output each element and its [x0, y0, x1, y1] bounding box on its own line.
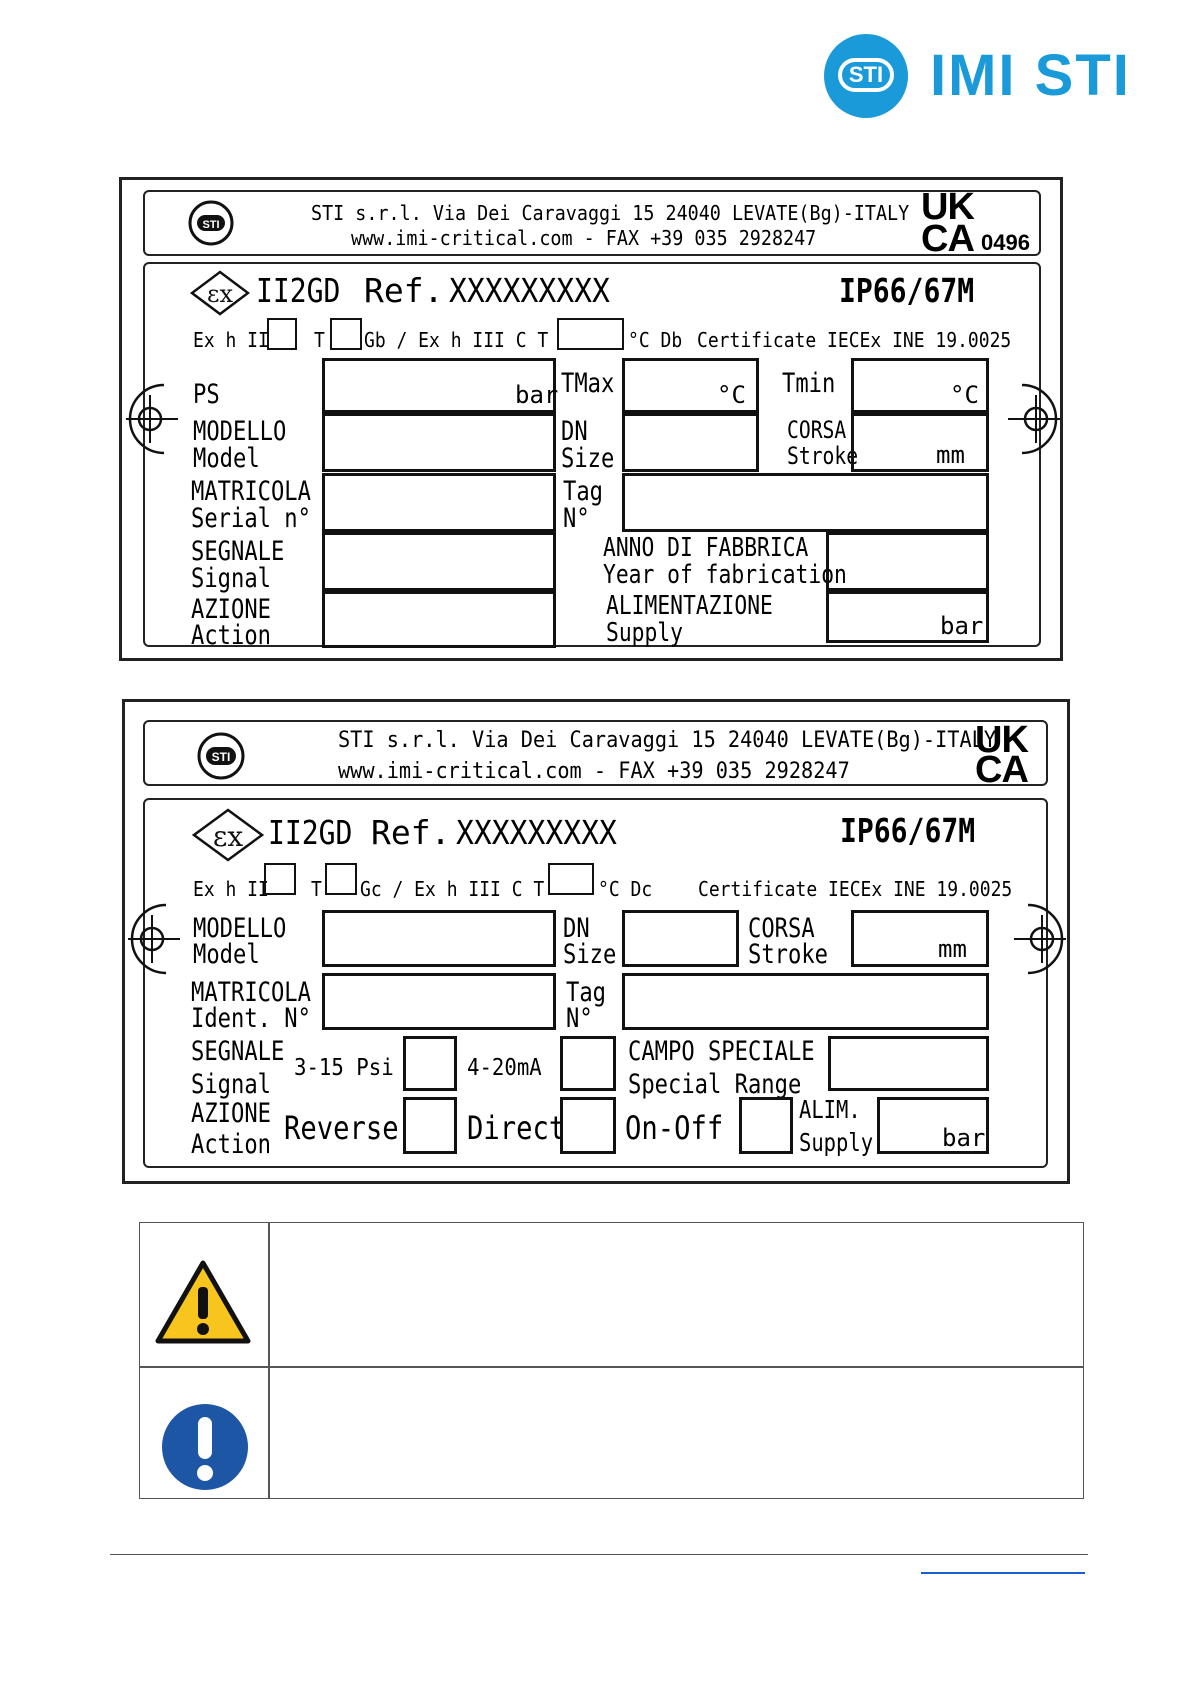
- plate1-tmax-label: TMax: [561, 368, 615, 399]
- plate2-marking: II2GD: [268, 813, 353, 852]
- plate2-ma-label: 4-20mA: [467, 1055, 542, 1081]
- sti-logo-badge: STI: [838, 58, 894, 92]
- plate2-corsa-label: CORSA: [748, 913, 815, 944]
- sti-seal-icon: [188, 200, 234, 246]
- plate2-cert-t: T: [311, 877, 322, 901]
- plate2-temp-class-box: [325, 863, 357, 895]
- plate2-cert-deg: °C Dc: [598, 877, 653, 901]
- plate2-ident-field: [322, 973, 556, 1030]
- company-name: IMI STI: [930, 43, 1131, 108]
- plate1-segnale-label: SEGNALE: [191, 536, 285, 567]
- plate1-model-field: [322, 413, 556, 472]
- svg-text:STI: STI: [211, 750, 231, 764]
- plate2-max-temp-box: [548, 863, 594, 895]
- plate2-direct-label: Direct: [467, 1109, 566, 1147]
- plate1-azione-label: AZIONE: [191, 594, 271, 625]
- plate1-stroke-field: [851, 413, 989, 472]
- plate2-supply-label: Supply: [799, 1128, 874, 1157]
- plate2-range-field: [828, 1036, 989, 1091]
- plate1-tag-label: Tag: [563, 476, 604, 507]
- plate2-gas-group-box: [264, 863, 296, 895]
- notice-table-divider: [268, 1222, 270, 1499]
- plate2-segnale-label: SEGNALE: [191, 1036, 285, 1067]
- plate2-cert-gc: Gc / Ex h III C T: [360, 877, 545, 901]
- plate1-tag-n-label: N°: [563, 503, 590, 534]
- ukca-mark-top: UK: [975, 719, 1028, 761]
- warning-triangle-icon: [154, 1259, 252, 1345]
- plate1-corsa-label: CORSA: [787, 416, 847, 444]
- plate1-cert-t: T: [314, 328, 325, 352]
- plate1-address: STI s.r.l. Via Dei Caravaggi 15 24040 LEVATE(Bg)-ITALY: [311, 201, 910, 225]
- plate1-serial-label: Serial n°: [191, 503, 311, 534]
- plate2-reverse-checkbox[interactable]: [403, 1097, 457, 1154]
- exclamation-circle-icon: [161, 1403, 249, 1491]
- plate1-stroke-label: Stroke: [787, 442, 859, 470]
- atex-ex-icon: [190, 270, 250, 316]
- plate1-signal-label: Signal: [191, 563, 271, 594]
- svg-text:εx: εx: [207, 280, 233, 308]
- svg-text:εx: εx: [212, 820, 244, 853]
- plate2-stroke-field: [851, 910, 989, 967]
- plate1-matricola-label: MATRICOLA: [191, 476, 311, 507]
- plate2-action-label: Action: [191, 1129, 271, 1160]
- plate2-stroke-unit: mm: [938, 935, 967, 963]
- plate1-max-temp-box: [557, 318, 624, 350]
- plate1-alimentazione-label: ALIMENTAZIONE: [606, 591, 773, 621]
- plate2-campo-label: CAMPO SPECIALE: [628, 1036, 815, 1067]
- plate2-psi-checkbox[interactable]: [403, 1036, 457, 1091]
- plate1-cert-ex: Ex h II: [193, 328, 269, 352]
- plate1-model-label: Model: [193, 443, 260, 474]
- ukca-mark-bottom: CA: [921, 218, 974, 260]
- plate2-size-label: Size: [563, 939, 617, 970]
- plate1-supply-unit: bar: [940, 612, 984, 640]
- mounting-hole-left-icon: [124, 381, 180, 457]
- plate1-year-label: Year of fabrication: [603, 560, 847, 590]
- plate2-ident-label: Ident. N°: [191, 1003, 311, 1034]
- notice-table: [139, 1222, 1084, 1499]
- plate1-anno-label: ANNO DI FABBRICA: [603, 533, 809, 563]
- ukca-mark-top: UK: [921, 186, 974, 228]
- plate1-tmin-unit: °C: [950, 381, 979, 409]
- ukca-mark-bottom: CA: [975, 749, 1028, 791]
- mounting-hole-right-icon: [1006, 381, 1062, 457]
- plate1-dn-label: DN: [561, 416, 588, 447]
- plate1-temp-class-box: [330, 318, 362, 350]
- notice-table-row-divider: [139, 1366, 1084, 1368]
- plate1-cert-gb: Gb / Ex h III C T: [364, 328, 549, 352]
- plate1-action-label: Action: [191, 620, 271, 651]
- plate1-ip-rating: IP66/67M: [839, 271, 975, 310]
- mounting-hole-right-icon: [1012, 901, 1068, 977]
- notified-body-number: 0496: [981, 230, 1030, 255]
- plate2-stroke-label: Stroke: [748, 939, 828, 970]
- plate1-gas-group-box: [267, 318, 297, 350]
- plate1-tmin-label: Tmin: [782, 368, 836, 399]
- plate1-ps-label: PS: [193, 379, 220, 410]
- plate2-signal-label: Signal: [191, 1069, 271, 1100]
- plate2-cert-ex: Ex h II: [193, 877, 269, 901]
- atex-ex-icon: [192, 808, 264, 862]
- plate2-modello-label: MODELLO: [193, 913, 287, 944]
- plate1-signal-field: [322, 532, 556, 591]
- svg-text:STI: STI: [202, 219, 220, 231]
- plate2-tag-label: Tag: [566, 977, 607, 1008]
- plate1-ref-value: XXXXXXXXX: [449, 271, 610, 310]
- plate2-dn-label: DN: [563, 913, 590, 944]
- mounting-hole-left-icon: [126, 901, 182, 977]
- plate1-contact: www.imi-critical.com - FAX +39 035 2928247: [351, 226, 817, 250]
- plate1-size-label: Size: [561, 443, 615, 474]
- plate2-matricola-label: MATRICOLA: [191, 977, 311, 1008]
- sti-seal-icon: [196, 731, 246, 781]
- plate2-onoff-checkbox[interactable]: [739, 1097, 793, 1154]
- plate2-direct-checkbox[interactable]: [560, 1097, 616, 1154]
- plate1-cert-deg: °C Db: [628, 328, 683, 352]
- plate1-marking: II2GD: [256, 271, 341, 310]
- plate2-ref-label: Ref.: [371, 813, 451, 852]
- plate1-tmax-unit: °C: [717, 381, 746, 409]
- plate1-supply-label: Supply: [606, 618, 684, 648]
- plate2-ref-value: XXXXXXXXX: [456, 813, 617, 852]
- plate1-certificate: Certificate IECEx INE 19.0025: [697, 328, 1012, 352]
- footer-link-underline[interactable]: [921, 1572, 1085, 1574]
- plate2-ma-checkbox[interactable]: [560, 1036, 616, 1091]
- plate2-tag-field: [622, 973, 989, 1030]
- plate2-onoff-label: On-Off: [625, 1109, 724, 1147]
- plate1-action-field: [322, 591, 556, 648]
- plate2-model-field: [322, 910, 556, 967]
- plate2-certificate: Certificate IECEx INE 19.0025: [698, 877, 1013, 901]
- plate1-year-field: [826, 532, 989, 591]
- plate2-contact: www.imi-critical.com - FAX +39 035 2928247: [338, 759, 850, 784]
- plate2-tag-n-label: N°: [566, 1003, 593, 1034]
- plate2-supply-unit: bar: [942, 1124, 986, 1152]
- plate2-address: STI s.r.l. Via Dei Caravaggi 15 24040 LEVATE(Bg)-ITALY: [338, 728, 997, 753]
- plate1-serial-field: [322, 473, 556, 532]
- plate2-range-label: Special Range: [628, 1069, 802, 1100]
- plate2-reverse-label: Reverse: [284, 1109, 399, 1147]
- plate2-azione-label: AZIONE: [191, 1098, 271, 1129]
- plate2-alim-label: ALIM.: [799, 1095, 861, 1124]
- plate2-model-label: Model: [193, 939, 260, 970]
- plate2-size-field: [622, 910, 739, 967]
- plate1-modello-label: MODELLO: [193, 416, 287, 447]
- plate1-stroke-unit: mm: [936, 441, 965, 469]
- plate2-ip-rating: IP66/67M: [840, 811, 976, 850]
- plate2-psi-label: 3-15 Psi: [294, 1055, 394, 1081]
- footer-rule: [110, 1554, 1088, 1555]
- plate1-tag-field: [622, 473, 989, 532]
- plate1-ref-label: Ref.: [364, 271, 444, 310]
- plate1-ps-unit: bar: [515, 381, 559, 409]
- plate1-size-field: [622, 413, 759, 472]
